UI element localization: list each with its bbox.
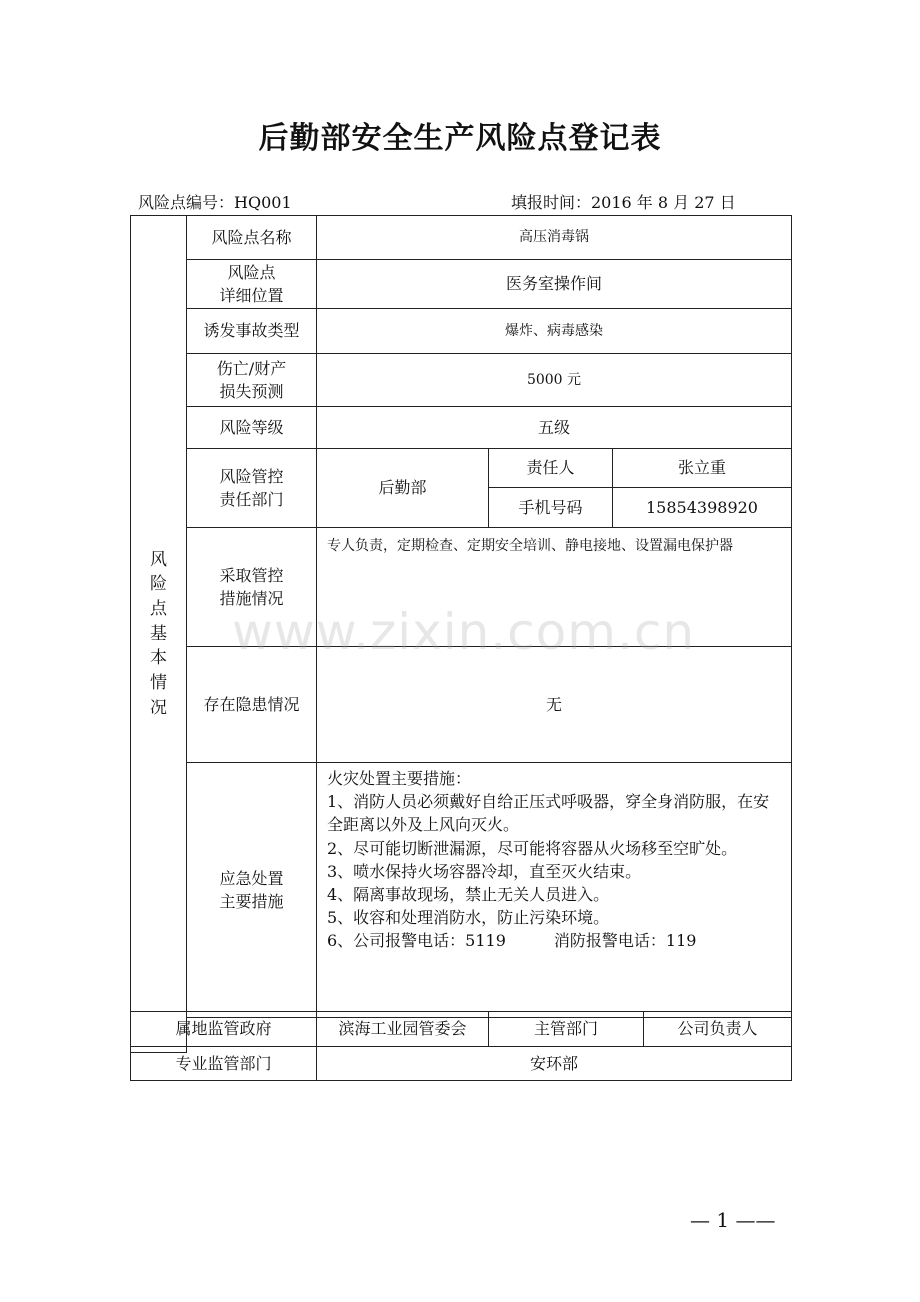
value-loss-forecast: 5000 元 [317, 354, 792, 407]
label-risk-name: 风险点名称 [187, 216, 317, 260]
label-emergency-measures: 应急处置 主要措施 [187, 763, 317, 1018]
emergency-line: 火灾处置主要措施： [327, 769, 472, 788]
label-control-measures: 采取管控 措施情况 [187, 528, 317, 647]
value-responsible-dept: 后勤部 [317, 449, 489, 528]
emergency-line: 6、公司报警电话：5119 消防报警电话：119 [327, 931, 697, 951]
value-control-measures: 专人负责，定期检查、定期安全培训、静电接地、设置漏电保护器 [317, 528, 792, 647]
value-responsible-person: 张立重 [613, 449, 792, 488]
risk-code-value: HQ001 [234, 193, 292, 212]
risk-code [138, 190, 292, 213]
emergency-line: 5、收容和处理消防水，防止污染环境。 [327, 908, 610, 928]
value-hazard: 无 [317, 647, 792, 763]
value-risk-name: 高压消毒锅 [317, 216, 792, 260]
label-responsible-dept: 风险管控 责任部门 [187, 449, 317, 528]
label-loss-forecast: 伤亡/财产 损失预测 [187, 354, 317, 407]
supervision-table [130, 1011, 792, 1081]
label-accident-type: 诱发事故类型 [187, 309, 317, 354]
emergency-line: 4、隔离事故现场，禁止无关人员进入。 [327, 884, 610, 904]
emergency-line: 3、喷水保持火场容器冷却，直至灭火结束。 [327, 861, 642, 881]
label-risk-level: 风险等级 [187, 407, 317, 449]
page-title: 后勤部安全生产风险点登记表 [258, 121, 662, 156]
side-label-basic-info: 风 险 点 基 本 情 况 [131, 216, 187, 1053]
label-supervising-dept: 主管部门 [489, 1012, 644, 1047]
value-risk-level: 五级 [317, 407, 792, 449]
emergency-line: 2、尽可能切断泄漏源，尽可能将容器从火场移至空旷处。 [327, 838, 738, 858]
value-local-gov: 滨海工业园管委会 [317, 1012, 489, 1047]
label-phone: 手机号码 [489, 488, 613, 528]
value-phone: 15854398920 [613, 488, 792, 528]
emergency-line: 1、消防人员必须戴好自给正压式呼吸器，穿全身消防服，在安全距离以外及上风向灭火。 [327, 792, 770, 835]
value-location: 医务室操作间 [317, 260, 792, 309]
page-number: — 1 —— [690, 1208, 776, 1232]
label-professional-dept: 专业监管部门 [131, 1047, 317, 1081]
label-responsible-person: 责任人 [489, 449, 613, 488]
value-accident-type: 爆炸、病毒感染 [317, 309, 792, 354]
watermark: www.zixin.com.cn [232, 603, 696, 661]
label-hazard: 存在隐患情况 [187, 647, 317, 763]
risk-register-table [130, 215, 792, 1053]
value-professional-dept: 安环部 [317, 1047, 792, 1081]
label-location: 风险点 详细位置 [187, 260, 317, 309]
fill-date: 填报时间：2016 年 8 月 27 日 [511, 193, 736, 212]
risk-code-label: 风险点编号： [138, 193, 235, 212]
value-emergency-measures [317, 763, 792, 1018]
label-local-gov: 属地监管政府 [131, 1012, 317, 1047]
label-company-leader: 公司负责人 [644, 1012, 792, 1047]
